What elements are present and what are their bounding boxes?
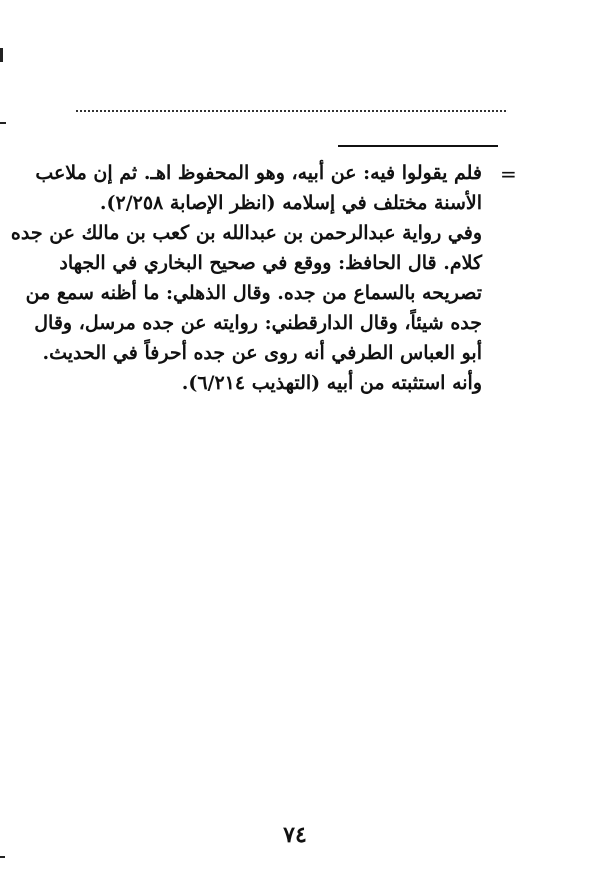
footnote-line: كلام. قال الحافظ: ووقع في صحيح البخاري في الجهاد	[59, 252, 482, 274]
footnote-line: أبو العباس الطرفي أنه روى عن جده أحرفاً في الحديث.	[42, 342, 482, 364]
scan-edge-mark-top	[0, 48, 3, 62]
page-number: ٧٤	[283, 822, 307, 848]
footnote-line: وأنه استثبته من أبيه (التهذيب ٦/٢١٤).	[181, 372, 482, 394]
scan-edge-mark-middle	[0, 122, 6, 124]
footnote-line: وفي رواية عبدالرحمن بن عبدالله بن كعب بن مالك عن جده	[10, 222, 482, 244]
dotted-separator	[76, 110, 506, 112]
footnote-line: جده شيئاً، وقال الدارقطني: روايته عن جده مرسل، وقال	[34, 312, 482, 334]
footnote-text	[10, 158, 482, 398]
scan-edge-mark-bottom	[0, 856, 5, 858]
footnote-separator	[338, 145, 498, 147]
footnote-line: تصريحه بالسماع من جده. وقال الذهلي: ما أظنه سمع من	[25, 282, 482, 304]
footnote-continuation-mark: =	[500, 162, 517, 186]
footnote-line: فلم يقولوا فيه: عن أبيه، وهو المحفوظ اهـ. ثم إن ملاعب	[35, 162, 482, 184]
footnote-line: الأسنة مختلف في إسلامه (انظر الإصابة ٢/٢٥٨).	[99, 192, 482, 214]
